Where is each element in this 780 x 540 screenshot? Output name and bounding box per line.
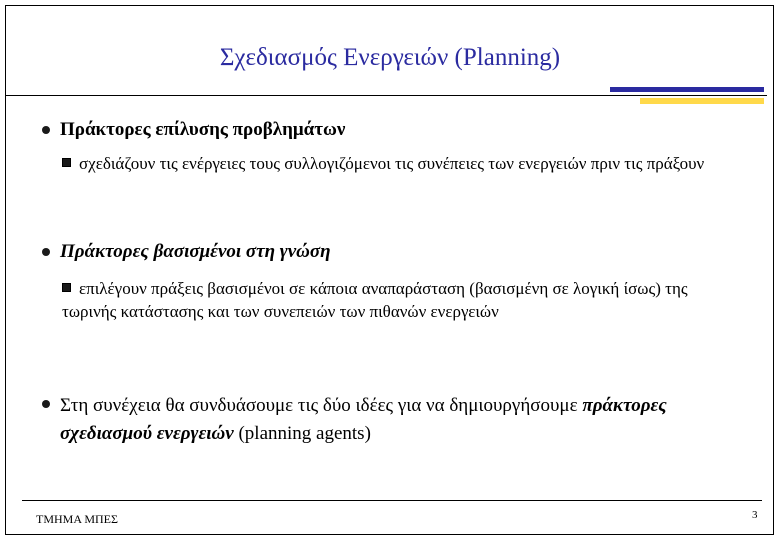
bullet-dot-icon xyxy=(42,400,50,408)
slide-title: Σχεδιασμός Ενεργειών (Planning) xyxy=(219,44,561,71)
footer-department: ΤΜΗΜΑ ΜΠΕΣ xyxy=(36,512,118,526)
square-bullet-icon xyxy=(62,158,71,167)
bullet-2-text: Πράκτορες βασισμένοι στη γνώση xyxy=(60,241,331,262)
title-accent-bar xyxy=(610,87,764,92)
title-divider xyxy=(5,95,767,96)
bullet-3-text-suffix: (planning agents) xyxy=(233,423,371,444)
bullet-dot-icon xyxy=(42,248,50,256)
bullet-dot-icon xyxy=(42,126,50,134)
bullet-1-text: Πράκτορες επίλυσης προβλημάτων xyxy=(60,119,346,140)
title-accent-highlight xyxy=(640,98,764,104)
page-number: 3 xyxy=(752,509,758,521)
sub-bullet-2 xyxy=(62,277,732,323)
bullet-3-text-bold: πράκτορες σχεδιασμού ενεργειών xyxy=(60,395,667,444)
bullet-3-text xyxy=(60,392,760,448)
sub-bullet-1-text: σχεδιάζουν τις ενέργειες τους συλλογιζόμενοι τις συνέπειες των ενεργειών πριν τις πράξουν xyxy=(79,154,705,173)
bullet-3-text-prefix: Στη συνέχεια θα συνδυάσουμε τις δύο ιδέες για να δημιουργήσουμε xyxy=(60,395,583,416)
sub-bullet-2-text: επιλέγουν πράξεις βασισμένοι σε κάποια αναπαράσταση (βασισμένη σε λογική ίσως) της τωρινής κατάστασης και των συνεπειών των πιθανών ενεργειών xyxy=(62,279,688,321)
sub-bullet-1 xyxy=(62,152,732,175)
slide-frame xyxy=(5,5,774,535)
square-bullet-icon xyxy=(62,283,71,292)
footer-divider xyxy=(22,500,762,501)
